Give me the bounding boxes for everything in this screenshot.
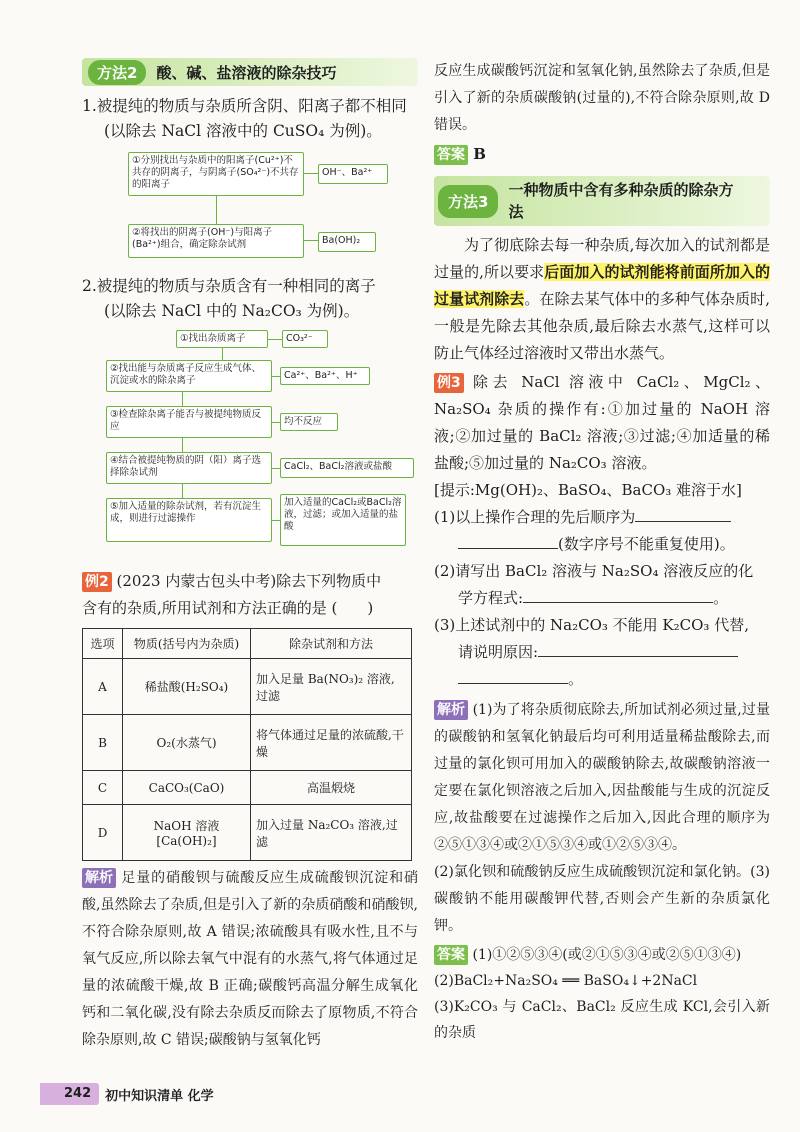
flow2-result2: Ca²⁺、Ba²⁺、H⁺ xyxy=(280,367,370,385)
example2-analysis: 解析 足量的硝酸钡与硫酸反应生成硫酸钡沉淀和硝酸,虽然除去了杂质,但是引入了新的杂质硝酸和硝酸钡,不符合除杂原则,故 A 错误;浓硫酸具有吸水性,且不与氧气反应,所以除去氧气中混有的水蒸气,将气体通过足量的浓硫酸干燥,故 B 正确;碳酸钙高温分解生成氧化钙和二氧化碳,没有除去杂质反而除去了原物质,不符合除杂原则,故 C 错误;碳酸钠与氢氧化钙 xyxy=(82,870,418,1048)
table-row: D NaOH 溶液[Ca(OH)₂] 加入过量 Na₂CO₃ 溶液,过滤 xyxy=(83,805,412,861)
analysis-tag: 解析 xyxy=(82,868,116,888)
method3-title: 一种物质中含有多种杂质的除杂方法 xyxy=(508,181,734,221)
flow2-step4: ④结合被提纯物质的阴（阳）离子选择除杂试剂 xyxy=(106,452,272,484)
flow2-result4: CaCl₂、BaCl₂溶液或盐酸 xyxy=(280,458,414,478)
left-column xyxy=(82,58,418,1051)
flow1-result2: Ba(OH)₂ xyxy=(318,232,376,252)
answer-tag: 答案 xyxy=(434,145,468,165)
flow2-result3: 均不反应 xyxy=(280,413,338,431)
analysis-tag: 解析 xyxy=(434,700,468,720)
flow2-step3: ③检查除杂离子能否与被提纯物质反应 xyxy=(106,406,272,438)
flow2-result1: CO₃²⁻ xyxy=(282,330,328,348)
flow2-step2: ②找出能与杂质离子反应生成气体、沉淀或水的除杂离子 xyxy=(106,360,272,392)
section1-heading: 1.被提纯的物质与杂质所含阴、阳离子都不相同 (以除去 NaCl 溶液中的 CuSO₄ 为例)。 xyxy=(82,97,407,140)
example3-answer: 答案 (1)①②⑤③④(或②①⑤③④或②⑤①③④) (2)BaCl₂+Na₂SO₄ ══ BaSO₄↓+2NaCl (3)K₂CO₃ 与 CaCl₂、BaCl₂ 反应生成 KCl,会引入新的杂质 xyxy=(434,947,770,1041)
table-row: A 稀盐酸(H₂SO₄) 加入足量 Ba(NO₃)₂ 溶液,过滤 xyxy=(83,659,412,715)
flow1-step1: ①分别找出与杂质中的阳离子(Cu²⁺)不共存的阴离子，与阴离子(SO₄²⁻)不共存的阳离子 xyxy=(128,152,304,196)
example3-hint: [提示:Mg(OH)₂、BaSO₄、BaCO₃ 难溶于水] xyxy=(434,481,742,499)
example2-table xyxy=(82,628,412,861)
example3-analysis: 解析 (1)为了将杂质彻底除去,所加试剂必须过量,过量的碳酸钠和氢氧化钠最后均可利用适量稀盐酸除去,而过量的氯化钡可用加入的碳酸钠除去,故碳酸钠溶液一定要在氯化钡溶液之后加入,因盐酸能与生成的沉淀反应,故盐酸要在过滤操作之后加入,因此合理的顺序为②⑤①③④或②①⑤③④或①②⑤③④。 (2)氯化钡和硫酸钠反应生成硫酸钡沉淀和氯化钠。(3)碳酸钠不能用碳酸钾代替,否则会产生新的杂质氯化钾。 xyxy=(434,702,770,934)
method2-title: 酸、碱、盐溶液的除杂技巧 xyxy=(156,63,337,82)
example2-tag: 例2 xyxy=(82,572,112,592)
method2-tag: 方法2 xyxy=(88,60,146,85)
flow2-step1: ①找出杂质离子 xyxy=(176,330,268,348)
flow2-step5: ⑤加入适量的除杂试剂，若有沉淀生成，则进行过滤操作 xyxy=(106,498,272,542)
flow1-result1: OH⁻、Ba²⁺ xyxy=(318,164,388,184)
answer-tag: 答案 xyxy=(434,945,468,965)
example3-q3: (3)上述试剂中的 Na₂CO₃ 不能用 K₂CO₃ 代替, 请说明原因: 。 xyxy=(434,616,749,688)
flow2-result5: 加入适量的CaCl₂或BaCl₂溶液，过滤；或加入适量的盐酸 xyxy=(280,494,406,546)
example2-analysis-continued: 反应生成碳酸钙沉淀和氢氧化钠,虽然除去了杂质,但是引入了新的杂质碳酸钠(过量的),不符合除杂原则,故 D 错误。 xyxy=(434,63,770,133)
highlight-text: 后面加入的试剂能将前面所加入的过量试剂除去 xyxy=(434,263,770,308)
flowchart-2 xyxy=(82,330,418,566)
section2-heading: 2.被提纯的物质与杂质含有一种相同的离子 (以除去 NaCl 中的 Na₂CO₃ 为例)。 xyxy=(82,277,376,320)
flow1-step2: ②将找出的阴离子(OH⁻)与阳离子(Ba²⁺)组合，确定除杂试剂 xyxy=(128,224,304,258)
example3-q2: (2)请写出 BaCl₂ 溶液与 Na₂SO₄ 溶液反应的化 学方程式: 。 xyxy=(434,562,754,607)
example2-answer: 答案 B xyxy=(434,141,770,168)
method3-paragraph: 为了彻底除去每一种杂质,每次加入的试剂都是过量的,所以要求后面加入的试剂能将前面所加入的过量试剂除去。在除去某气体中的多种气体杂质时,一般是先除去其他杂质,最后除去水蒸气,这样可以防止气体经过溶液时又带出水蒸气。 xyxy=(434,236,770,362)
example3-q1: (1)以上操作合理的先后顺序为 (数字序号不能重复使用)。 xyxy=(434,508,735,553)
example2-stem: 例2 (2023 内蒙古包头中考)除去下列物质中 含有的杂质,所用试剂和方法正确的是 ( ) xyxy=(82,572,382,617)
book-title: 初中知识清单 化学 xyxy=(105,1088,214,1104)
page-footer xyxy=(40,1083,214,1105)
table-row: B O₂(水蒸气) 将气体通过足量的浓硫酸,干燥 xyxy=(83,715,412,771)
right-column xyxy=(434,58,770,1046)
flowchart-1 xyxy=(82,152,418,268)
example3-stem: 例3 除去 NaCl 溶液中 CaCl₂、MgCl₂、Na₂SO₄ 杂质的操作有:①加过量的 NaOH 溶液;②加过量的 BaCl₂ 溶液;③过滤;④加适量的稀盐酸;⑤加过量的 Na₂CO₃ 溶液。 xyxy=(434,373,770,472)
method2-banner xyxy=(82,58,418,86)
example3-tag: 例3 xyxy=(434,373,464,393)
page-number: 242 xyxy=(40,1083,99,1105)
method3-tag: 方法3 xyxy=(438,185,498,218)
table-row: C CaCO₃(CaO) 高温煅烧 xyxy=(83,771,412,805)
method3-banner xyxy=(434,176,770,226)
table-header-row: 选项 物质(括号内为杂质) 除杂试剂和方法 xyxy=(83,629,412,659)
